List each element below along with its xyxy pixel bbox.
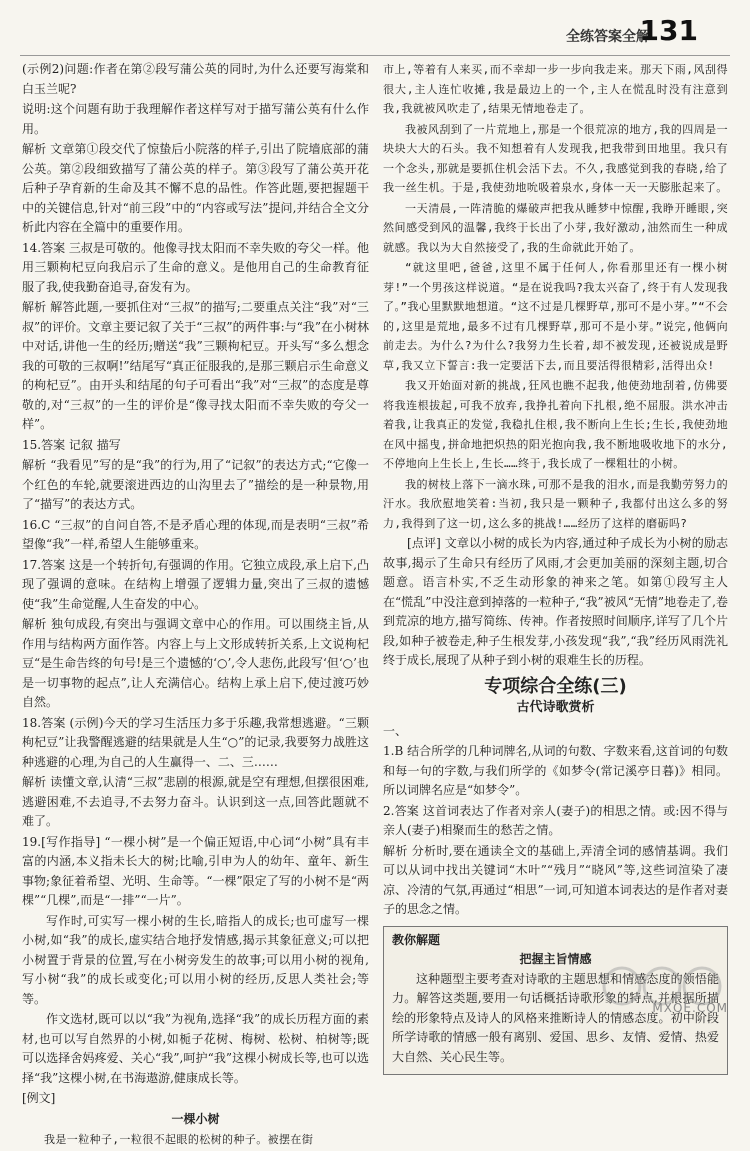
writing-guide-para-2: 写作时,可实写一棵小树的生长,暗指人的成长;也可虚写一棵小树,如“我”的成长,虚实结合地抒发情感,揭示其象征意义;可以把小树置于背景的位置,写在小树旁发生的故事;可以用小树的视角,写小树“我”的成长或变化;可以用小树的经历,反思人类社会;等等。	[22, 913, 369, 1006]
page-header	[0, 0, 750, 66]
answer-17: 17.答案 这是一个转折句,有强调的作用。它独立成段,承上启下,凸现了强调的意味。在结构上增强了逻辑力量,突出了三叔的遗憾使“我”生命觉醒,人生奋发的中心。	[22, 557, 369, 611]
essay-review: [点评] 文章以小树的成长为内容,通过种子成长为小树的励志故事,揭示了生命只有经历了风雨,才会更加美丽的深刻主题,切合题意。语言朴实,不乏生动形象的神来之笔。如第①段写主人在“慌乱”中没注意到掉落的一粒种子,“我”被风“无情”地卷走了,卷到荒凉的地方,描写简练、传神。作者按照时间顺序,详写了几个片段,如种子被卷走,种子生根发芽,小孩发现“我”,“我”经历风雨洗礼终于成长,展现了从种子到小树的艰难生长的历程。	[383, 536, 728, 667]
analysis-15: 解析 “我看见”写的是“我”的行为,用了“记叙”的表达方式;“它像一个红色的车轮,就要滚进西边的山沟里去了”描绘的是一种景物,用了“描写”的表达方式。	[22, 458, 369, 511]
analysis-2: 解析 分析时,要在通读全文的基础上,弄清全词的感情基调。我们可以从词中找出关键词“木叶”“残月”“晓风”等,这些词渲染了凄凉、冷清的气氛,再通过“相思”一词,可知道本词表达的是作者对妻子的思念之情。	[383, 843, 728, 916]
left-column	[22, 60, 369, 1151]
analysis-18: 解析 读懂文章,认清“三叔”悲剧的根源,就是空有理想,但摆很困难,逃避困难,不去追寻,不去努力奋斗。认识到这一点,回答此题就不难了。	[22, 775, 369, 828]
essay-title: 一棵小树	[171, 1111, 220, 1126]
answer-2: 2.答案 这首词表达了作者对亲人(妻子)的相思之情。或:因不得与亲人(妻子)相聚而生的愁苦之情。	[383, 803, 728, 837]
essay-para-2: 我被风刮到了一片荒地上,那是一个很荒凉的地方,我的四周是一块块大大的石头。我不知想着有人发现我,把我带到田地里。我只有一个念头,那就是要抓住机会活下去。不久,我感觉到我的春晓,给了我一丝生机。于是,我使劲地吮吸着泉水,身体一天一天膨胀起来了。	[383, 122, 728, 194]
example-label: [例文]	[22, 1091, 56, 1105]
tip-box-label: 教你解题	[392, 932, 441, 947]
header-divider	[20, 55, 730, 56]
tip-box-text: 这种题型主要考查对诗歌的主题思想和情感态度的领悟能力。解答这类题,要用一句话概括诗歌形象的特点,并根据所描绘的形象特点及诗人的风格来推断诗人的情感态度。初中阶段所学诗歌的情感一般有离别、爱国、思乡、友情、爱情、热爱大自然、关心民生等。	[392, 971, 719, 1064]
section-title: 专项综合全练(三)	[484, 675, 627, 697]
page-number: 131	[639, 14, 698, 47]
section-part: 一、	[383, 723, 408, 738]
answer-18: 18.答案 (示例)今天的学习生活压力多于乐趣,我常想逃避。“三颗枸杞豆”让我警醒逃避的结果就是人生“○”的记录,我要努力战胜这种逃避的心理,为自己的人生赢得一、二、三……	[22, 715, 369, 769]
answer-15: 15.答案 记叙 描写	[22, 437, 121, 452]
analysis-17: 解析 独句成段,有突出与强调文章中心的作用。可以围绕主旨,从作用与结构两方面作答。内容上与上文形成转折关系,上文说枸杞豆“是生命告终的句号!是三个遗憾的‘○’,令人悲伤,此段写‘但‘○’也是一切事物的起点”,让人充满信心。结构上承上启下,使过渡巧妙自然。	[22, 617, 369, 709]
writing-guide-19: 19.[写作指导] “一棵小树”是一个偏正短语,中心词“小树”具有丰富的内涵,本义指未长大的树;比喻,引申为人的幼年、童年、新生事物;象征着希望、光明、生命等。“一棵”限定了写的小树不是“两棵”“几棵”,而是“一排”“一片”。	[22, 834, 369, 907]
essay-para-1: 市上,等着有人来买,而不幸却一步一步向我走来。那天下雨,风刮得很大,主人连忙收摊,我是最边上的一个,主人在慌乱时没有注意到我,我就被风吹走了,结果无情地卷走了。	[383, 63, 728, 115]
answer-14: 14.答案 三叔是可敬的。他像寻找太阳而不幸失败的夸父一样。他用三颗枸杞豆向我启示了生命的意义。是他用自己的生命教育征服了我,使我勤奋追寻,奋发有为。	[22, 240, 369, 294]
analysis-14: 解析 解答此题,一要抓住对“三叔”的描写;二要重点关注“我”对“三叔”的评价。文章主要记叙了关于“三叔”的两件事:与“我”在小树林中对话,讲他一生的经历;赠送“我”三颗枸杞豆。开头写“多么想念我的可敬的三叔啊!”结尾写“真正征服我的,是那三颗启示生命意义的枸杞豆”。由开头和结尾的句子可看出“我”对“三叔”的态度是尊敬的,对“三叔”的一生的评价是“像寻找太阳而不幸失败的夸父一样”。	[22, 300, 369, 431]
right-column	[383, 60, 728, 1075]
header-title: 全练答案全解	[566, 29, 650, 45]
left-para-3: 解析 文章第①段交代了惊蛰后小院落的样子,引出了院墙底部的蒲公英。第②段细致描写了蒲公英的样子。第③段写了蒲公英开花后种子孕育新的生命及其不懈不息的品性。作答此题,要把握题干中的关键信息,针对“前三段”中的“内容或写法”提问,并结合全文分析此内容在全篇中的重要作用。	[22, 142, 369, 234]
left-para-1: (示例2)问题:作者在第②段写蒲公英的同时,为什么还要写海棠和白玉兰呢?	[22, 62, 369, 96]
left-para-2: 说明:这个问题有助于我理解作者这样写对于描写蒲公英有什么作用。	[22, 102, 369, 136]
essay-opening: 我是一粒种子,一粒很不起眼的松树的种子。被摆在街	[44, 1133, 314, 1146]
essay-para-6: 我的树枝上落下一滴水珠,可那不是我的泪水,而是我勤劳努力的汗水。我欣慰地笑着:当初,我只是一颗种子,我都付出这么多的努力,我得到了这一切,这么多的挑战!……经历了这样的磨砺吗?	[383, 477, 728, 530]
essay-para-5: 我又开始面对新的挑战,狂风也瞧不起我,他使劲地刮着,仿佛要将我连根拔起,可我不放弃,我挣扎着向下扎根,绝不屈服。洪水冲击着我,让我真正的发觉,我稳扎住根,我不断向上生长;生长,我使劲地在风中摇曳,拼命地把炽热的阳光抱向我,我不断地吸收地下的水分,不停地向上生长上,生长……终于,我长成了一棵粗壮的小树。	[383, 379, 728, 470]
writing-guide-para-3: 作文选材,既可以以“我”为视角,选择“我”的成长历程方面的素材,也可以写自然界的小树,如栀子花树、梅树、松树、柏树等;既可以选择舍妈疼爱、关心“我”,呵护“我”这棵小树成长等,也可以选择“我”这棵小树,在书海遨游,健康成长等。	[22, 1012, 369, 1085]
answer-16: 16.C “三叔”的自问自答,不是矛盾心理的体现,而是表明“三叔”希望像“我”一样,希望人生能够重来。	[22, 517, 369, 551]
answer-1: 1.B 结合所学的几种词牌名,从词的句数、字数来看,这首词的句数和每一句的字数,与我们所学的《如梦令(常记溪亭日暮)》相同。所以词牌名应是“如梦令”。	[383, 744, 728, 797]
essay-para-3: 一天清晨,一阵清脆的爆破声把我从睡梦中惊醒,我睁开睡眼,突然间感受到风的温馨,我终于长出了小芽,我好激动,油然而生一种成就感。我以为大自然接受了,我的生命就此开始了。	[383, 201, 728, 254]
tip-box-title: 把握主旨情感	[519, 952, 592, 966]
section-subtitle: 古代诗歌赏析	[516, 700, 595, 715]
essay-para-4: “就这里吧,爸爸,这里不属于任何人,你看那里还有一棵小树芽!”一个男孩这样说道。“是在说我吗?我太兴奋了,终于有人发现我了。”我心里默默地想道。“这不过是几棵野草,那可不是小芽。”“不会的,这里是荒地,最多不过有几棵野草,那可不是小芽。”说完,他俩向前走去。为什么?为什么?我努力生长着,却不被发现,还被说成是野草,我又立下誓言:我一定要活下去,而且要活得很精彩,活得出众!	[383, 261, 728, 372]
watermark-text: MXQE.COM	[652, 1001, 728, 1015]
